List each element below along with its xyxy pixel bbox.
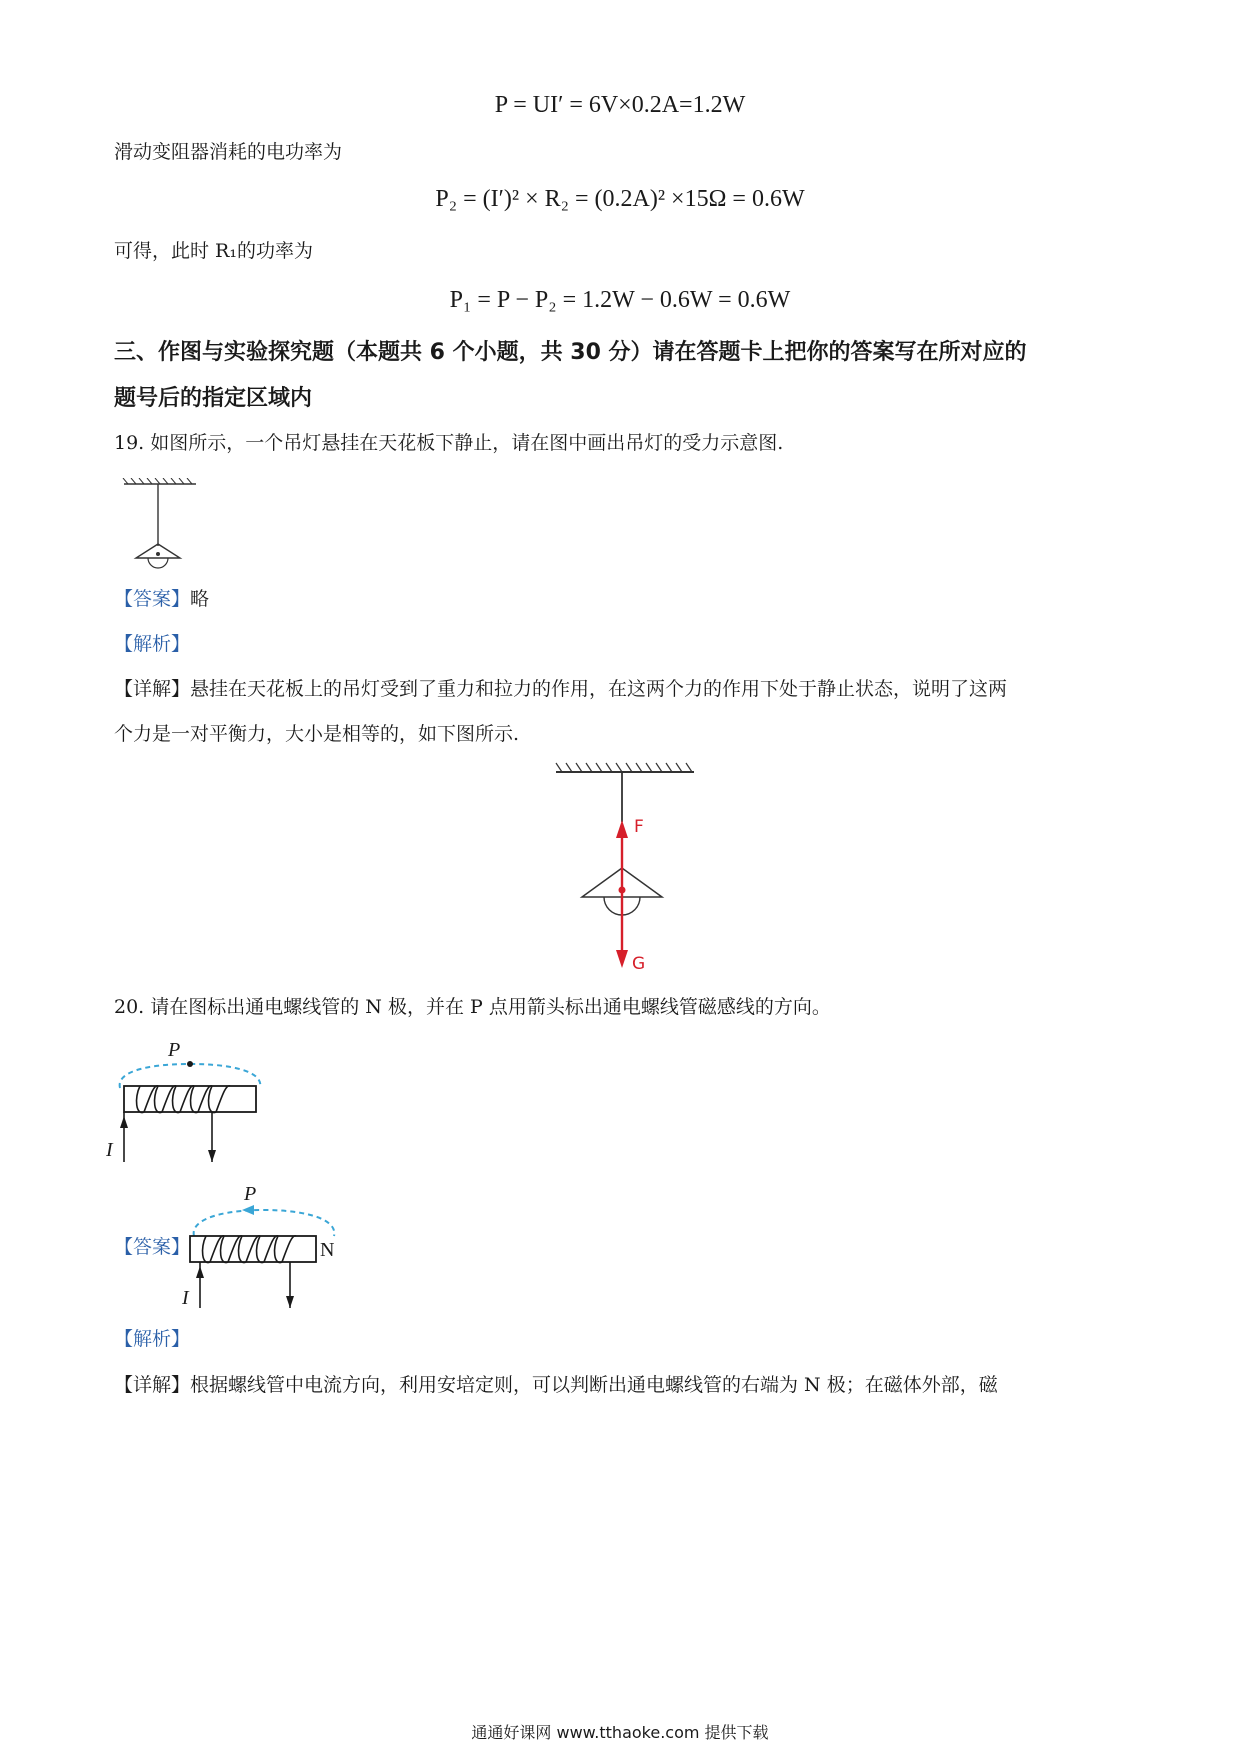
q19-detail-line1 — [114, 676, 1007, 703]
force-G-label: G — [632, 954, 646, 972]
equation-total-power: P = UI′ = 6V×0.2A=1.2W — [494, 92, 746, 118]
force-F-label: F — [634, 817, 644, 837]
text-slider-power: 滑动变阻器消耗的电功率为 — [114, 141, 343, 163]
text-r1-power: 可得，此时 R₁的功率为 — [114, 240, 313, 262]
q19-answer-tag: 【答案】 — [114, 588, 191, 610]
q20-solenoid-figure — [106, 1036, 276, 1166]
q19-detail-line2: 个力是一对平衡力，大小是相等的，如下图所示. — [114, 723, 520, 745]
equation-slider-power: P₂ = (I′)² × R₂ = (0.2A)² ×15Ω = 0.6W — [435, 186, 805, 212]
equation-r1-power: P₁ = P − P₂ = 1.2W − 0.6W = 0.6W — [449, 287, 791, 313]
q20-detail-text1: 根据螺线管中电流方向，利用安培定则，可以判断出通电螺线管的右端为 N 极；在磁体外部，磁 — [190, 1374, 998, 1396]
q19-analysis-tag: 【解析】 — [114, 633, 191, 655]
q19-detail-tag: 【详解】 — [114, 678, 191, 700]
force-F-arrowhead — [616, 820, 628, 838]
force-G-arrowhead — [616, 950, 628, 968]
q20-current-I-label: I — [106, 1139, 113, 1161]
field-direction-arrowhead — [242, 1205, 254, 1215]
q19-force-diagram — [552, 762, 702, 972]
q20-answer-P-label: P — [244, 1183, 257, 1205]
q20-pole-N-label: N — [320, 1239, 335, 1261]
page-footer: 通通好课网 www.tthaoke.com 提供下载 — [471, 1723, 769, 1742]
q19-detail-text1: 悬挂在天花板上的吊灯受到了重力和拉力的作用，在这两个力的作用下处于静止状态，说明了这两 — [190, 678, 1008, 700]
question-19: 19. 如图所示，一个吊灯悬挂在天花板下静止，请在图中画出吊灯的受力示意图. — [114, 432, 784, 454]
question-20: 20. 请在图标出通电螺线管的 N 极，并在 P 点用箭头标出通电螺线管磁感线的方向。 — [114, 996, 831, 1018]
q20-detail-line1 — [114, 1372, 998, 1399]
q19-lamp-figure — [120, 478, 200, 583]
q20-answer-tag: 【答案】 — [114, 1236, 191, 1258]
q19-answer: 略 — [190, 588, 210, 610]
section-heading-line2: 题号后的指定区域内 — [114, 386, 313, 411]
q20-answer-I-label: I — [182, 1287, 189, 1309]
q20-detail-tag: 【详解】 — [114, 1374, 191, 1396]
q20-point-P-label: P — [168, 1039, 181, 1061]
q19-answer-line — [114, 586, 209, 613]
section-heading-line1: 三、作图与实验探究题（本题共 6 个小题，共 30 分）请在答题卡上把你的答案写在所对应的 — [114, 340, 1027, 365]
q20-analysis-tag: 【解析】 — [114, 1328, 191, 1350]
q20-answer-figure — [180, 1180, 380, 1310]
